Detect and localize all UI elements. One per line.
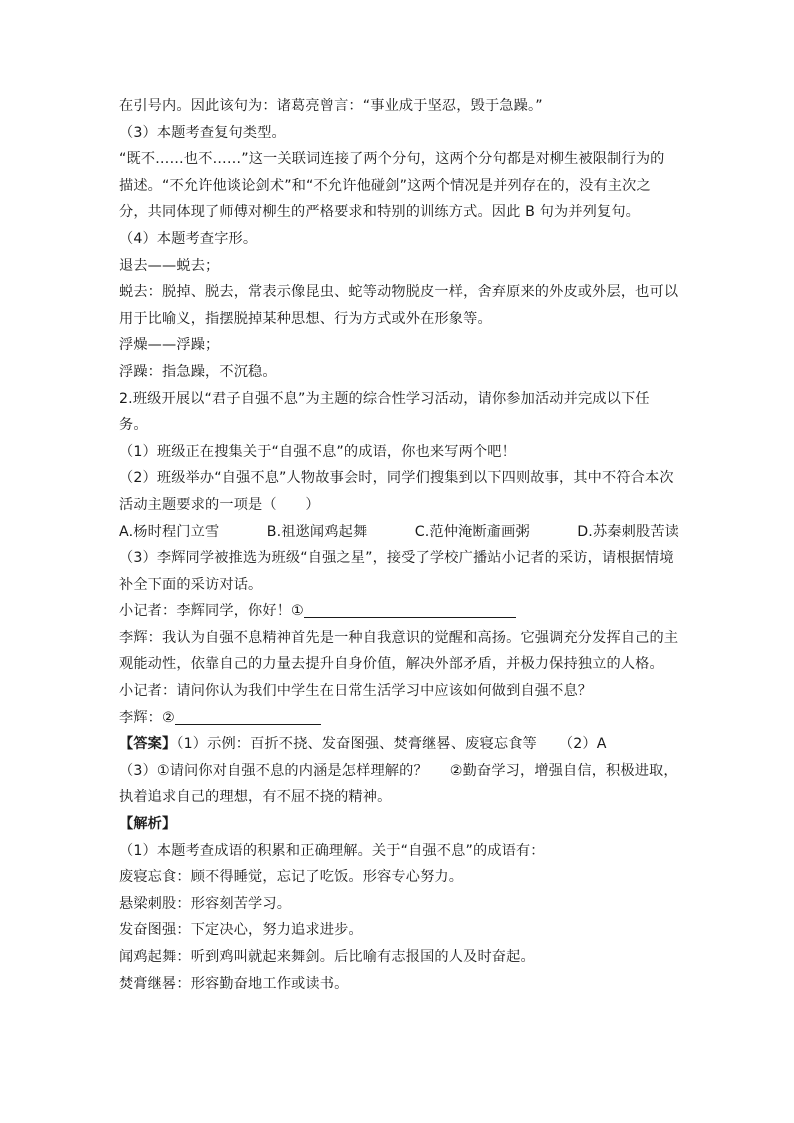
- text-line: （1）班级正在搜集关于“自强不息”的成语，你也来写两个吧！: [119, 443, 516, 460]
- analysis-label: 【解析】: [119, 816, 177, 833]
- text-line: 浮燥——浮躁；: [119, 337, 220, 354]
- analysis-line: 闻鸡起舞：听到鸡叫就起来舞剑。后比喻有志报国的人及时奋起。: [119, 949, 535, 965]
- option-a: A.杨时程门立雪: [119, 523, 220, 540]
- dialogue-text: 小记者：李辉同学，你好！①: [119, 603, 304, 620]
- answer-part-3b: ②勤奋学习，增强自信，积极进取，: [449, 762, 678, 779]
- answer-part-3a: （3）①请问你对自强不息的内涵是怎样理解的？: [119, 762, 428, 779]
- text-line: 蜕去：脱掉、脱去，常表示像昆虫、蛇等动物脱皮一样，舍弃原来的外皮或外层，也可以: [119, 284, 679, 301]
- text-line: 用于比喻义，指摆脱掉某种思想、行为方式或外在形象等。: [119, 310, 492, 327]
- dialogue-reporter-question: 小记者：请问你认为我们中学生在日常生活学习中应该如何做到自强不息？: [119, 683, 593, 700]
- text-line: （3）李辉同学被推选为班级“自强之星”，接受了学校广播站小记者的采访，请根据情境: [119, 550, 674, 567]
- dialogue-lihui-answer: 观能动性，依靠自己的力量去提升自身价值，解决外部矛盾，并极力保持独立的人格。: [119, 656, 664, 673]
- answer-blank-1: [304, 600, 516, 618]
- option-d: D.苏秦刺股苦读: [577, 523, 679, 540]
- text-line: （2）班级举办“自强不息”人物故事会时，同学们搜集到以下四则故事，其中不符合本次: [119, 470, 674, 487]
- analysis-line: 焚膏继晷：形容勤奋地工作或读书。: [119, 975, 349, 992]
- dialogue-text: 李辉：②: [119, 709, 175, 726]
- question-heading: 2.班级开展以“君子自强不息”为主题的综合性学习活动，请你参加活动并完成以下任: [119, 390, 650, 407]
- text-line: （4）本题考查字形。: [119, 230, 258, 247]
- text-line: 退去——蜕去；: [119, 257, 220, 274]
- answer-label: 【答案】: [119, 736, 177, 753]
- dialogue-lihui-blank: [119, 705, 679, 732]
- answer-row: [119, 731, 679, 758]
- analysis-line: 悬梁刺股：形容刻苦学习。: [119, 895, 292, 912]
- options-row: [119, 519, 679, 546]
- text-line: 描述。“不允许他谈论剑术”和“不允许他碰剑”这两个情况是并列存在的，没有主次之: [119, 177, 651, 194]
- answer-blank-2: [175, 707, 321, 725]
- answer-part-3c: 执着追求自己的理想，有不屈不挠的精神。: [119, 789, 392, 806]
- document-body: [119, 93, 679, 997]
- text-line: 活动主题要求的一项是（ ）: [119, 496, 320, 513]
- text-line: 浮躁：指急躁，不沉稳。: [119, 363, 277, 380]
- analysis-line: （1）本题考查成语的积累和正确理解。关于“自强不息”的成语有：: [119, 842, 545, 859]
- text-line-content: “既不……也不……”这一关联词连接了两个分句，这两个分句都是对柳生被限制行为的: [119, 151, 665, 168]
- option-b: B.祖逖闻鸡起舞: [266, 523, 368, 540]
- text-line: 在引号内。因此该句为：诸葛亮曾言：“事业成于坚忍，毁于急躁。”: [119, 98, 543, 114]
- text-line: [119, 146, 679, 173]
- answer-row: [119, 758, 679, 785]
- text-line: 补全下面的采访对话。: [119, 576, 263, 593]
- analysis-line: 发奋图强：下定决心，努力追求进步。: [119, 922, 363, 939]
- text-line: （3）本题考查复句类型。: [119, 124, 286, 141]
- text-line: 分，共同体现了师傅对柳生的严格要求和特别的训练方式。因此 B 句为并列复句。: [119, 204, 641, 221]
- option-c: C.范仲淹断齑画粥: [414, 523, 530, 540]
- analysis-line: 废寝忘食：顾不得睡觉，忘记了吃饭。形容专心努力。: [119, 869, 464, 886]
- text-line: 务。: [119, 417, 148, 434]
- answer-part-2: （2）A: [558, 736, 607, 753]
- dialogue-reporter-greeting: [119, 598, 679, 625]
- dialogue-lihui-answer: 李辉：我认为自强不息精神首先是一种自我意识的觉醒和高扬。它强调充分发挥自己的主: [119, 629, 679, 646]
- answer-part-1: （1）示例：百折不挠、发奋图强、焚膏继晷、废寝忘食等: [176, 736, 537, 753]
